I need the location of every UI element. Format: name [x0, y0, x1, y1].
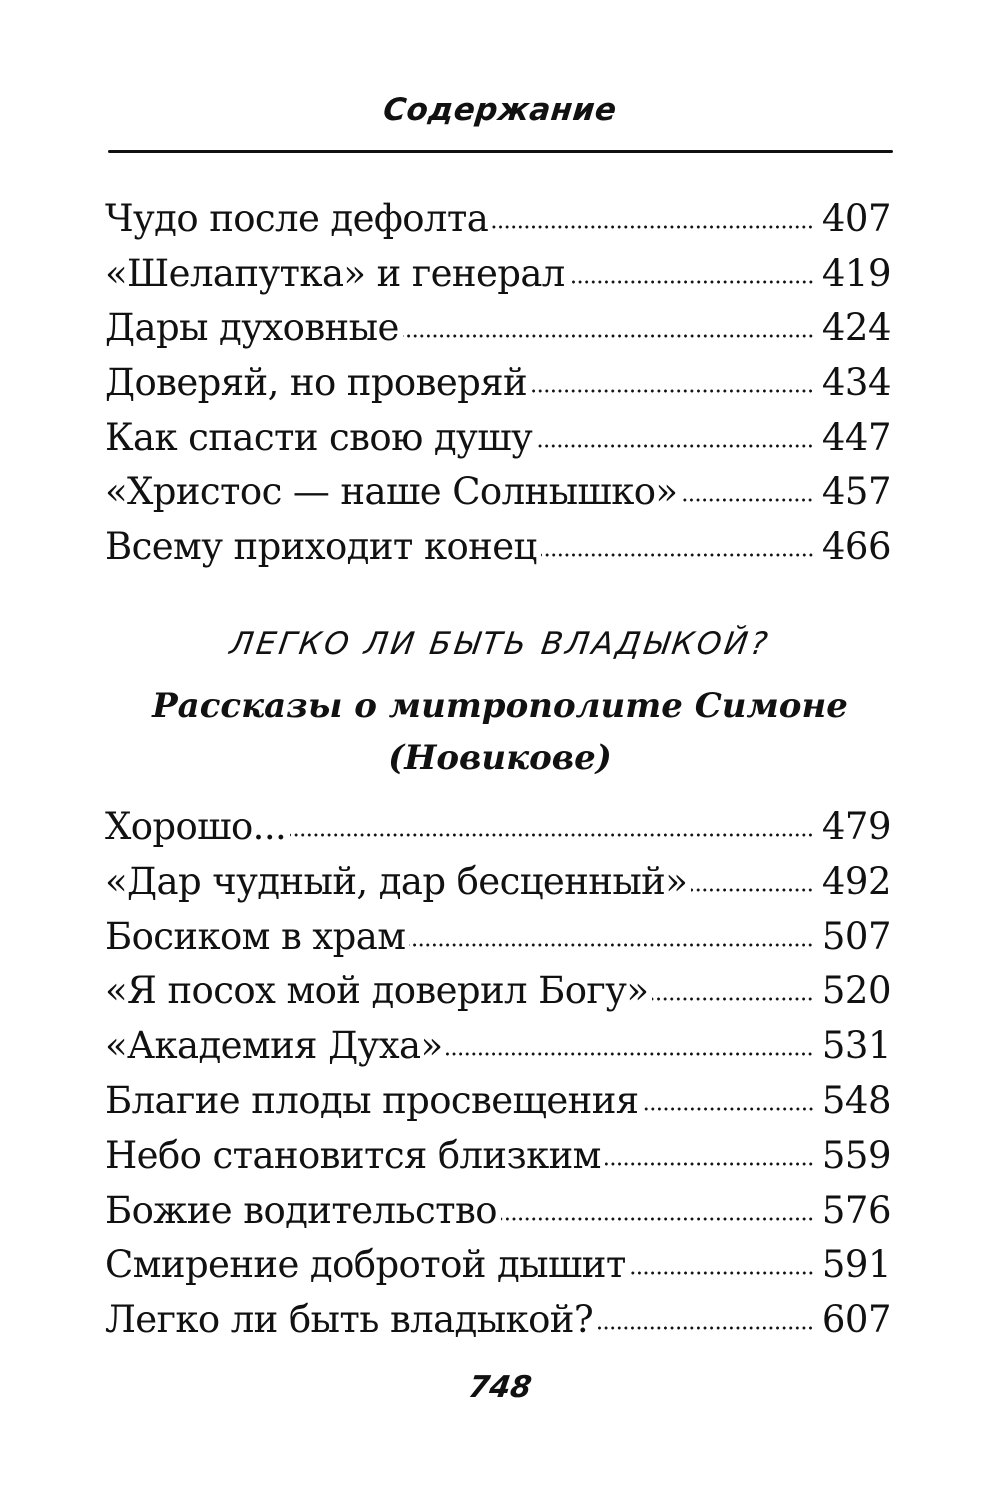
toc-entry[interactable]	[105, 411, 891, 466]
toc-entry[interactable]	[105, 301, 891, 356]
dot-leader	[409, 943, 814, 947]
toc-entry[interactable]	[105, 1184, 891, 1239]
toc-entry[interactable]	[105, 192, 891, 247]
toc-entry-page: 407	[821, 197, 891, 240]
toc-entry-title: «Христос — наше Солнышко»	[105, 470, 678, 514]
toc-entry-page: 424	[821, 306, 891, 350]
dot-leader	[605, 1162, 814, 1166]
toc-entry[interactable]	[105, 1293, 891, 1348]
toc-entry-title: Доверяй, но проверяй	[105, 361, 528, 405]
dot-leader	[681, 498, 813, 502]
toc-entry-page: 576	[821, 1188, 891, 1232]
dot-leader	[536, 444, 814, 448]
toc-entry-title: Всему приходит конец	[105, 525, 537, 569]
toc-entry-title: Дары духовные	[105, 306, 399, 350]
dot-leader	[643, 1107, 814, 1111]
toc-entry-title: Хорошо...	[105, 805, 287, 848]
toc-entry[interactable]	[105, 800, 891, 855]
dot-leader	[569, 280, 814, 284]
section-heading: ЛЕГКО ЛИ БЫТЬ ВЛАДЫКОЙ?	[227, 626, 773, 662]
toc-entry-page: 419	[821, 251, 891, 295]
dot-leader	[446, 1052, 813, 1056]
toc-entry-page: 479	[821, 805, 891, 848]
toc-entry-page: 466	[821, 525, 891, 569]
toc-entry[interactable]	[105, 855, 891, 910]
toc-list-part1	[105, 192, 891, 575]
toc-entry[interactable]	[105, 1019, 891, 1074]
dot-leader	[630, 1271, 814, 1275]
page-number: 748	[466, 1370, 534, 1405]
toc-entry-page: 520	[821, 969, 891, 1013]
dot-leader	[290, 833, 814, 837]
toc-entry[interactable]	[105, 1129, 891, 1184]
toc-entry-page: 457	[821, 470, 891, 514]
dot-leader	[531, 389, 814, 393]
toc-entry-title: «Академия Духа»	[105, 1024, 443, 1068]
header-rule	[108, 150, 893, 153]
toc-entry-title: «Я посох мой доверил Богу»	[105, 969, 649, 1013]
dot-leader	[541, 553, 814, 557]
toc-entry-title: «Дар чудный, дар бесценный»	[105, 859, 688, 903]
toc-entry-page: 447	[821, 415, 891, 459]
toc-entry[interactable]	[105, 520, 891, 575]
toc-entry-title: Смирение добротой дышит	[105, 1243, 626, 1287]
toc-entry-page: 492	[821, 859, 891, 903]
running-head-title: Содержание	[381, 92, 619, 128]
toc-entry[interactable]	[105, 465, 891, 520]
toc-entry-title: Чудо после дефолта	[105, 197, 489, 240]
toc-entry[interactable]	[105, 910, 891, 965]
section-subtitle-line2: (Новикове)	[388, 738, 612, 778]
toc-entry-page: 591	[821, 1243, 891, 1287]
dot-leader	[403, 334, 814, 338]
toc-entry[interactable]	[105, 964, 891, 1019]
toc-entry[interactable]	[105, 1238, 891, 1293]
section-subtitle-line1: Рассказы о митрополите Симоне	[152, 686, 848, 726]
toc-entry[interactable]	[105, 247, 891, 302]
toc-entry[interactable]	[105, 356, 891, 411]
toc-entry-page: 434	[821, 361, 891, 405]
toc-entry-page: 548	[821, 1078, 891, 1122]
section-subtitle	[0, 680, 1000, 784]
toc-entry-page: 607	[821, 1298, 891, 1342]
toc-entry-page: 531	[821, 1024, 891, 1068]
dot-leader	[691, 888, 814, 892]
toc-list-part2	[105, 800, 891, 1348]
toc-entry-title: Божие водительство	[105, 1188, 497, 1232]
dot-leader	[652, 997, 814, 1001]
toc-entry-title: Легко ли быть владыкой?	[105, 1298, 594, 1342]
toc-entry-title: «Шелапутка» и генерал	[105, 251, 565, 295]
toc-entry-page: 559	[821, 1133, 891, 1177]
toc-entry-page: 507	[821, 914, 891, 958]
toc-entry-title: Босиком в храм	[105, 914, 406, 958]
dot-leader	[501, 1217, 814, 1221]
dot-leader	[492, 225, 814, 229]
toc-entry[interactable]	[105, 1074, 891, 1129]
dot-leader	[597, 1326, 814, 1330]
toc-entry-title: Как спасти свою душу	[105, 415, 533, 459]
toc-entry-title: Небо становится близким	[105, 1133, 601, 1177]
toc-entry-title: Благие плоды просвещения	[105, 1078, 639, 1122]
